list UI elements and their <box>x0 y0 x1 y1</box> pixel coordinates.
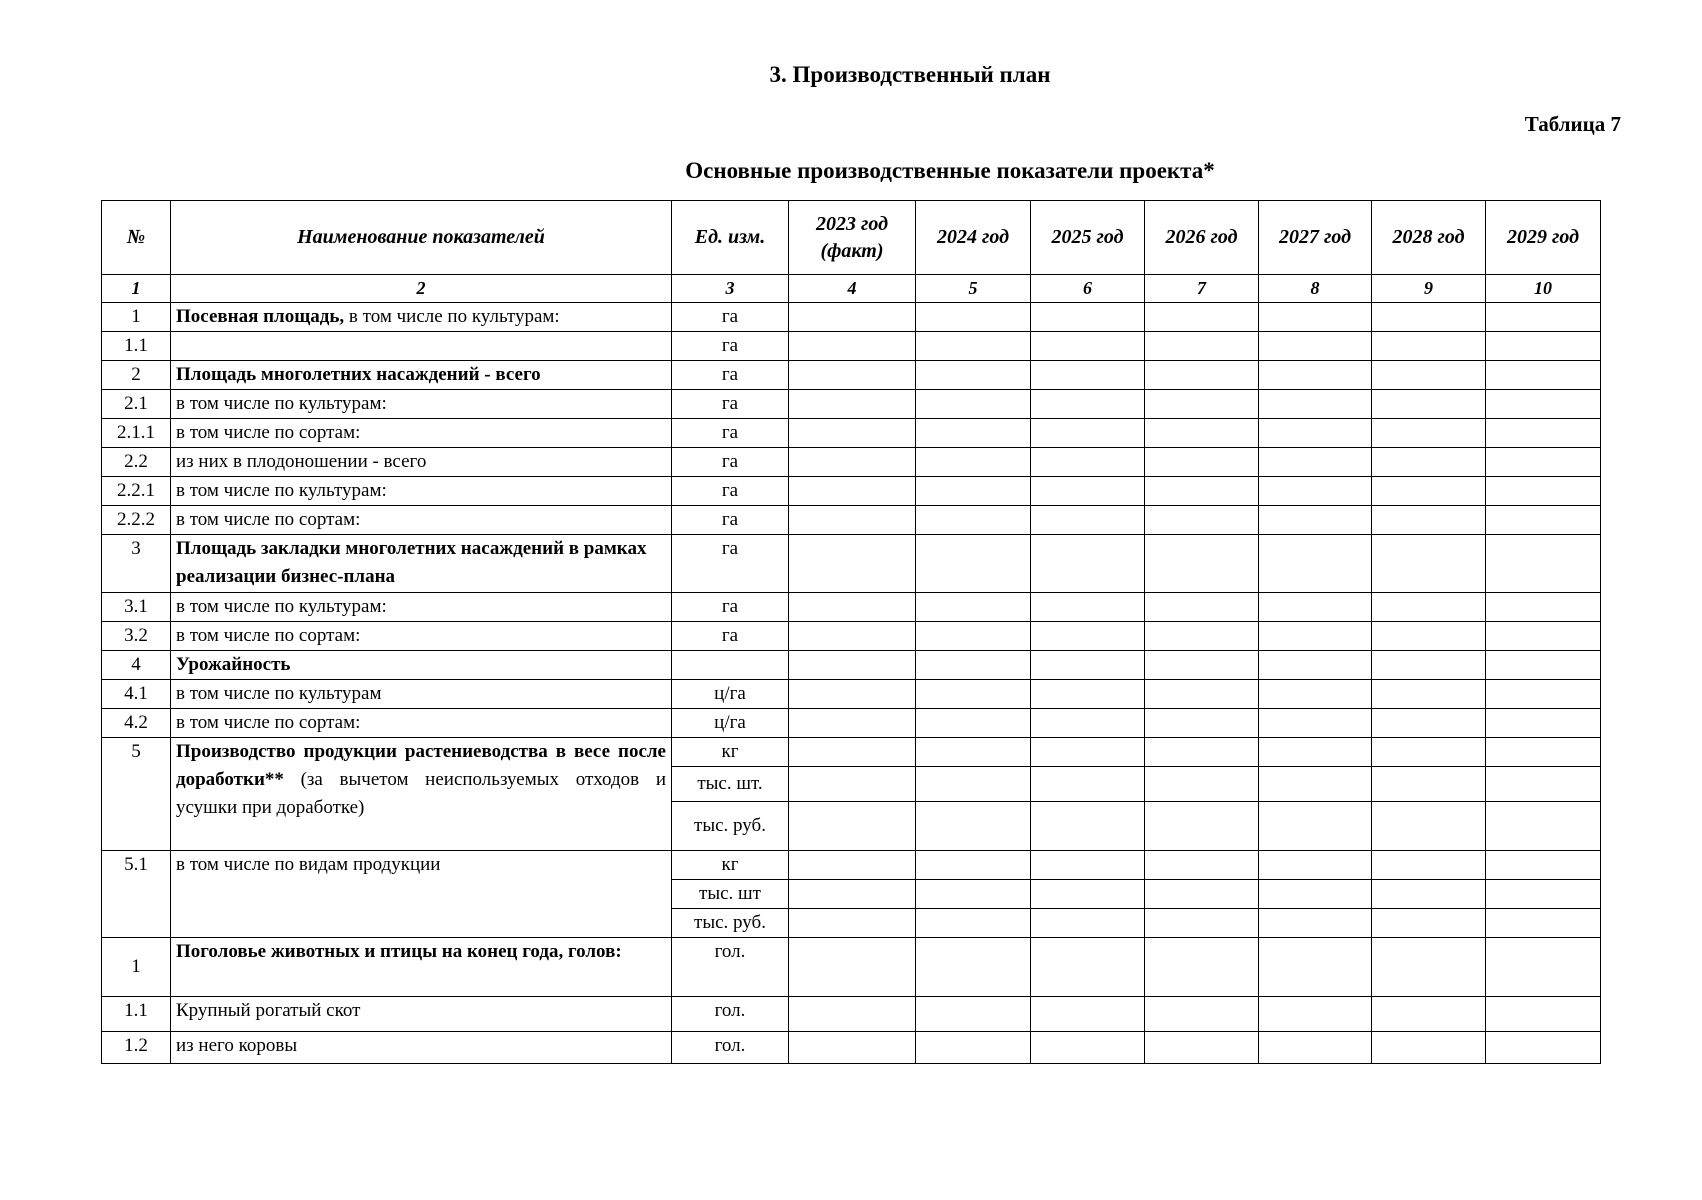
header-2029: 2029 год <box>1486 201 1601 275</box>
year-value-cell <box>916 802 1031 851</box>
year-value-cell <box>1486 880 1601 909</box>
unit-cell: гол. <box>672 1032 789 1064</box>
row-number: 1.2 <box>102 1032 171 1064</box>
year-value-cell <box>1259 851 1372 880</box>
year-value-cell <box>789 880 916 909</box>
row-number: 2.2.2 <box>102 506 171 535</box>
year-value-cell <box>916 880 1031 909</box>
year-value-cell <box>1259 680 1372 709</box>
year-value-cell <box>1031 506 1145 535</box>
indicator-name-bold: Производство продукции растениеводства в весе после доработки** <box>176 741 666 790</box>
year-value-cell <box>789 909 916 938</box>
year-value-cell <box>1486 332 1601 361</box>
year-value-cell <box>1259 506 1372 535</box>
unit-cell: га <box>672 332 789 361</box>
unit-cell: тыс. руб. <box>672 909 789 938</box>
year-value-cell <box>1259 390 1372 419</box>
year-value-cell <box>1145 477 1259 506</box>
year-value-cell <box>789 680 916 709</box>
unit-cell: га <box>672 506 789 535</box>
table-row <box>102 851 1601 880</box>
column-number-row <box>102 275 1601 303</box>
year-value-cell <box>1145 709 1259 738</box>
table-row <box>102 390 1601 419</box>
year-value-cell <box>1372 738 1486 767</box>
column-number: 3 <box>672 275 789 303</box>
header-2024: 2024 год <box>916 201 1031 275</box>
indicator-name-text: в том числе по культурам: <box>176 480 387 501</box>
unit-cell <box>672 651 789 680</box>
indicator-name-bold: Урожайность <box>176 654 291 675</box>
unit-cell: га <box>672 448 789 477</box>
year-value-cell <box>1372 361 1486 390</box>
year-value-cell <box>789 997 916 1032</box>
year-value-cell <box>789 622 916 651</box>
unit-cell: га <box>672 303 789 332</box>
year-value-cell <box>1486 1032 1601 1064</box>
column-number: 2 <box>171 275 672 303</box>
year-value-cell <box>1259 738 1372 767</box>
year-value-cell <box>1145 506 1259 535</box>
indicator-name-text: в том числе по сортам: <box>176 625 361 646</box>
year-value-cell <box>1145 680 1259 709</box>
year-value-cell <box>916 535 1031 593</box>
year-value-cell <box>789 332 916 361</box>
year-value-cell <box>1145 880 1259 909</box>
year-value-cell <box>1486 997 1601 1032</box>
year-value-cell <box>789 1032 916 1064</box>
year-value-cell <box>1372 851 1486 880</box>
year-value-cell <box>789 938 916 997</box>
table-row <box>102 477 1601 506</box>
indicator-name <box>171 593 672 622</box>
year-value-cell <box>916 361 1031 390</box>
year-value-cell <box>1372 997 1486 1032</box>
year-value-cell <box>789 709 916 738</box>
row-number: 4 <box>102 651 171 680</box>
year-value-cell <box>1372 909 1486 938</box>
year-value-cell <box>789 448 916 477</box>
year-value-cell <box>1259 419 1372 448</box>
year-value-cell <box>1372 880 1486 909</box>
year-value-cell <box>1259 938 1372 997</box>
year-value-cell <box>1145 593 1259 622</box>
header-2028: 2028 год <box>1372 201 1486 275</box>
year-value-cell <box>1486 709 1601 738</box>
row-number: 5 <box>102 738 171 851</box>
indicator-name-text: из них в плодоношении - всего <box>176 451 427 472</box>
year-value-cell <box>1031 332 1145 361</box>
year-value-cell <box>1486 506 1601 535</box>
year-value-cell <box>1259 802 1372 851</box>
table-row <box>102 506 1601 535</box>
year-value-cell <box>1372 651 1486 680</box>
year-value-cell <box>1259 448 1372 477</box>
year-value-cell <box>1031 880 1145 909</box>
year-value-cell <box>1259 477 1372 506</box>
indicator-name-bold: Поголовье животных и птицы на конец года, голов: <box>176 941 622 962</box>
year-value-cell <box>1259 593 1372 622</box>
year-value-cell <box>1486 938 1601 997</box>
year-value-cell <box>789 767 916 802</box>
year-value-cell <box>1145 303 1259 332</box>
year-value-cell <box>1486 909 1601 938</box>
indicator-name <box>171 651 672 680</box>
unit-cell: га <box>672 535 789 593</box>
year-value-cell <box>1259 767 1372 802</box>
year-value-cell <box>916 851 1031 880</box>
year-value-cell <box>1486 738 1601 767</box>
table-row <box>102 303 1601 332</box>
indicator-name-text: (за вычетом неиспользуемых отходов и усушки при доработке) <box>176 769 666 818</box>
year-value-cell <box>916 332 1031 361</box>
indicator-name <box>171 738 672 851</box>
unit-cell: гол. <box>672 997 789 1032</box>
year-value-cell <box>1031 651 1145 680</box>
year-value-cell <box>1145 390 1259 419</box>
year-value-cell <box>1486 303 1601 332</box>
year-value-cell <box>1031 997 1145 1032</box>
year-value-cell <box>1372 709 1486 738</box>
year-value-cell <box>1031 851 1145 880</box>
year-value-cell <box>1259 622 1372 651</box>
table-row <box>102 997 1601 1032</box>
table-number: Таблица 7 <box>1524 112 1621 136</box>
indicator-name: из него коровы <box>171 1032 672 1064</box>
year-value-cell <box>1145 938 1259 997</box>
year-value-cell <box>916 709 1031 738</box>
indicator-name <box>171 506 672 535</box>
indicator-name-text: в том числе по культурам: <box>176 596 387 617</box>
table-row <box>102 680 1601 709</box>
row-number: 4.1 <box>102 680 171 709</box>
row-number: 4.2 <box>102 709 171 738</box>
header-row <box>102 201 1601 275</box>
indicator-name: Крупный рогатый скот <box>171 997 672 1032</box>
year-value-cell <box>1031 802 1145 851</box>
table-row <box>102 361 1601 390</box>
column-number: 8 <box>1259 275 1372 303</box>
indicator-name <box>171 535 672 593</box>
year-value-cell <box>1259 997 1372 1032</box>
indicator-name <box>171 361 672 390</box>
year-value-cell <box>916 448 1031 477</box>
year-value-cell <box>789 506 916 535</box>
indicator-name <box>171 622 672 651</box>
row-number: 1 <box>102 938 171 997</box>
year-value-cell <box>1486 622 1601 651</box>
column-number: 5 <box>916 275 1031 303</box>
year-value-cell <box>1372 506 1486 535</box>
year-value-cell <box>916 909 1031 938</box>
year-value-cell <box>916 738 1031 767</box>
year-value-cell <box>1031 738 1145 767</box>
column-number: 1 <box>102 275 171 303</box>
year-value-cell <box>1145 767 1259 802</box>
year-value-cell <box>1145 419 1259 448</box>
header-2027: 2027 год <box>1259 201 1372 275</box>
row-number: 3.2 <box>102 622 171 651</box>
row-number: 3.1 <box>102 593 171 622</box>
year-value-cell <box>1145 909 1259 938</box>
year-value-cell <box>1372 448 1486 477</box>
year-value-cell <box>916 1032 1031 1064</box>
year-value-cell <box>789 738 916 767</box>
year-value-cell <box>1145 851 1259 880</box>
indicator-name-bold: Площадь многолетних насаждений - всего <box>176 364 541 385</box>
year-value-cell <box>1372 622 1486 651</box>
year-value-cell <box>1031 361 1145 390</box>
indicator-name <box>171 680 672 709</box>
year-value-cell <box>916 506 1031 535</box>
year-value-cell <box>1031 419 1145 448</box>
row-number: 1 <box>102 303 171 332</box>
year-value-cell <box>916 593 1031 622</box>
indicator-name-text: в том числе по культурам: <box>176 393 387 414</box>
year-value-cell <box>789 802 916 851</box>
table-row <box>102 448 1601 477</box>
column-number: 4 <box>789 275 916 303</box>
unit-cell: кг <box>672 738 789 767</box>
indicator-name-text: в том числе по культурам <box>176 683 382 704</box>
year-value-cell <box>916 997 1031 1032</box>
year-value-cell <box>1372 332 1486 361</box>
year-value-cell <box>1372 535 1486 593</box>
table-row <box>102 593 1601 622</box>
year-value-cell <box>1145 738 1259 767</box>
indicator-name <box>171 419 672 448</box>
year-value-cell <box>1486 680 1601 709</box>
year-value-cell <box>1031 448 1145 477</box>
indicator-name <box>171 390 672 419</box>
production-indicators-table <box>101 200 1601 1064</box>
indicator-name: в том числе по видам продукции <box>171 851 672 938</box>
year-value-cell <box>1486 802 1601 851</box>
row-number: 2 <box>102 361 171 390</box>
year-value-cell <box>916 651 1031 680</box>
year-value-cell <box>1031 1032 1145 1064</box>
indicator-name <box>171 332 672 361</box>
indicator-name-text: в том числе по сортам: <box>176 509 361 530</box>
year-value-cell <box>1031 767 1145 802</box>
year-value-cell <box>1372 680 1486 709</box>
indicator-name-text: в том числе по сортам: <box>176 712 361 733</box>
year-value-cell <box>789 361 916 390</box>
year-value-cell <box>1031 535 1145 593</box>
section-title: 3. Производственный план <box>769 62 1051 87</box>
year-value-cell <box>1145 535 1259 593</box>
year-value-cell <box>1031 593 1145 622</box>
unit-cell: га <box>672 593 789 622</box>
year-value-cell <box>1372 593 1486 622</box>
unit-cell: га <box>672 419 789 448</box>
row-number: 2.2.1 <box>102 477 171 506</box>
unit-cell: ц/га <box>672 709 789 738</box>
year-value-cell <box>1259 651 1372 680</box>
table-row <box>102 419 1601 448</box>
unit-cell: ц/га <box>672 680 789 709</box>
table-row <box>102 1032 1601 1064</box>
year-value-cell <box>916 390 1031 419</box>
year-value-cell <box>1145 622 1259 651</box>
column-number: 7 <box>1145 275 1259 303</box>
year-value-cell <box>1372 1032 1486 1064</box>
column-number: 10 <box>1486 275 1601 303</box>
year-value-cell <box>1372 767 1486 802</box>
year-value-cell <box>1372 419 1486 448</box>
year-value-cell <box>1031 477 1145 506</box>
year-value-cell <box>1031 680 1145 709</box>
year-value-cell <box>1031 622 1145 651</box>
year-value-cell <box>1259 709 1372 738</box>
unit-cell: тыс. руб. <box>672 802 789 851</box>
year-value-cell <box>1372 390 1486 419</box>
header-unit: Ед. изм. <box>672 201 789 275</box>
indicator-name-bold: Посевная площадь, <box>176 306 345 327</box>
row-number: 5.1 <box>102 851 171 938</box>
indicator-name <box>171 303 672 332</box>
unit-cell: гол. <box>672 938 789 997</box>
unit-cell: га <box>672 477 789 506</box>
year-value-cell <box>916 303 1031 332</box>
year-value-cell <box>1486 361 1601 390</box>
year-value-cell <box>1372 303 1486 332</box>
year-value-cell <box>1486 448 1601 477</box>
year-value-cell <box>1486 593 1601 622</box>
year-value-cell <box>1145 1032 1259 1064</box>
year-value-cell <box>789 477 916 506</box>
table-row <box>102 938 1601 997</box>
year-value-cell <box>1031 709 1145 738</box>
unit-cell: га <box>672 361 789 390</box>
year-value-cell <box>1486 419 1601 448</box>
header-2025: 2025 год <box>1031 201 1145 275</box>
year-value-cell <box>1259 332 1372 361</box>
year-value-cell <box>1145 997 1259 1032</box>
row-number: 1.1 <box>102 332 171 361</box>
indicator-name <box>171 938 672 997</box>
year-value-cell <box>916 680 1031 709</box>
year-value-cell <box>916 477 1031 506</box>
header-2023: 2023 год (факт) <box>789 201 916 275</box>
year-value-cell <box>1259 535 1372 593</box>
year-value-cell <box>1031 390 1145 419</box>
year-value-cell <box>1259 303 1372 332</box>
row-number: 1.1 <box>102 997 171 1032</box>
year-value-cell <box>1259 880 1372 909</box>
header-name: Наименование показателей <box>171 201 672 275</box>
year-value-cell <box>1259 361 1372 390</box>
unit-cell: га <box>672 390 789 419</box>
row-number: 2.2 <box>102 448 171 477</box>
year-value-cell <box>1259 1032 1372 1064</box>
indicator-name-text: в том числе по сортам: <box>176 422 361 443</box>
year-value-cell <box>789 651 916 680</box>
year-value-cell <box>789 303 916 332</box>
year-value-cell <box>1259 909 1372 938</box>
table-row <box>102 622 1601 651</box>
header-no: № <box>102 201 171 275</box>
column-number: 6 <box>1031 275 1145 303</box>
year-value-cell <box>1486 535 1601 593</box>
indicator-name <box>171 477 672 506</box>
year-value-cell <box>916 938 1031 997</box>
year-value-cell <box>916 622 1031 651</box>
table-title: Основные производственные показатели проекта* <box>685 158 1215 183</box>
year-value-cell <box>1145 448 1259 477</box>
table-row <box>102 535 1601 593</box>
table-row <box>102 651 1601 680</box>
table-row <box>102 332 1601 361</box>
year-value-cell <box>1486 651 1601 680</box>
year-value-cell <box>1372 938 1486 997</box>
year-value-cell <box>1031 938 1145 997</box>
row-number: 2.1 <box>102 390 171 419</box>
year-value-cell <box>789 535 916 593</box>
year-value-cell <box>789 593 916 622</box>
header-2026: 2026 год <box>1145 201 1259 275</box>
year-value-cell <box>1145 802 1259 851</box>
year-value-cell <box>916 767 1031 802</box>
indicator-name-bold: Площадь закладки многолетних насаждений в рамках реализации бизнес-плана <box>176 538 647 587</box>
year-value-cell <box>1372 477 1486 506</box>
year-value-cell <box>1031 909 1145 938</box>
year-value-cell <box>1486 851 1601 880</box>
year-value-cell <box>1145 361 1259 390</box>
indicator-name <box>171 448 672 477</box>
year-value-cell <box>1486 477 1601 506</box>
year-value-cell <box>916 419 1031 448</box>
row-number: 3 <box>102 535 171 593</box>
year-value-cell <box>1372 802 1486 851</box>
unit-cell: тыс. шт <box>672 880 789 909</box>
year-value-cell <box>1031 303 1145 332</box>
year-value-cell <box>789 390 916 419</box>
year-value-cell <box>1145 332 1259 361</box>
year-value-cell <box>1486 390 1601 419</box>
unit-cell: кг <box>672 851 789 880</box>
table-row <box>102 709 1601 738</box>
unit-cell: тыс. шт. <box>672 767 789 802</box>
unit-cell: га <box>672 622 789 651</box>
column-number: 9 <box>1372 275 1486 303</box>
indicator-name-text: в том числе по культурам: <box>344 306 560 327</box>
indicator-name <box>171 709 672 738</box>
year-value-cell <box>789 851 916 880</box>
year-value-cell <box>1145 651 1259 680</box>
table-row <box>102 738 1601 767</box>
row-number: 2.1.1 <box>102 419 171 448</box>
year-value-cell <box>789 419 916 448</box>
year-value-cell <box>1486 767 1601 802</box>
